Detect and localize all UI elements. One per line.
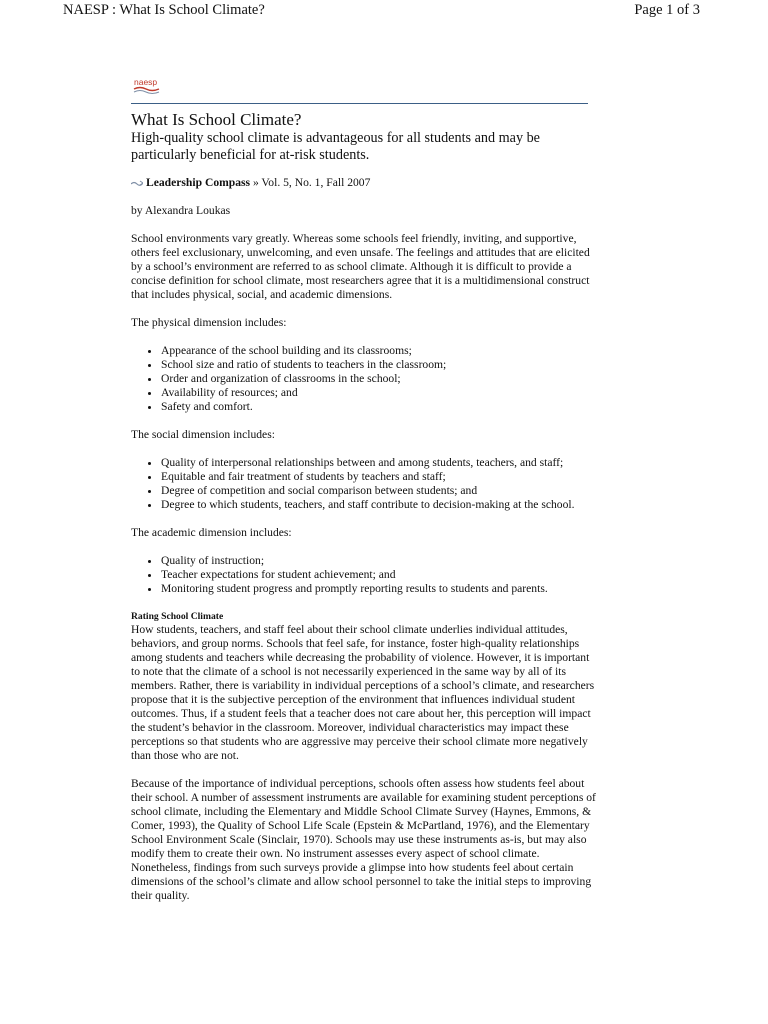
social-intro: The social dimension includes:	[131, 428, 275, 441]
list-item: • Appearance of the school building and its classrooms;	[161, 344, 601, 358]
arrow-bullet-icon	[131, 179, 143, 187]
list-item: • Teacher expectations for student achievement; and	[161, 568, 601, 582]
article-subtitle: High-quality school climate is advantageous for all students and may be particularly beneficial for at-risk students.	[131, 130, 540, 163]
article-title: What Is School Climate?	[131, 110, 302, 129]
article	[131, 110, 601, 917]
list-item: • Monitoring student progress and promptly reporting results to students and parents.	[161, 582, 601, 596]
list-item: • Safety and comfort.	[161, 400, 601, 414]
list-item: • Availability of resources; and	[161, 386, 601, 400]
list-item: • Order and organization of classrooms in the school;	[161, 372, 601, 386]
header-title: NAESP : What Is School Climate?	[63, 2, 265, 18]
academic-list	[131, 554, 601, 596]
physical-list	[131, 344, 601, 414]
logo-text: naesp	[134, 77, 158, 87]
section-heading: Rating School Climate	[131, 611, 224, 622]
section-paragraph-1: How students, teachers, and staff feel about their school climate underlies individual attitudes, behaviors, and group norms. Schools that feel safe, for instance, foster high-quality relationships among students and teachers while decreasing the probability of violence. However, it is important to note that the climate of a school is not necessarily experienced in the same way by all of its members. Rather, there is variability in individual perceptions of a school’s climate, and researchers propose that it is the subjective perception of the environment that influences individual student outcomes. Thus, if a student feels that a teacher does not care about her, this perception will impact the student’s behavior in the classroom. Moreover, individual characteristics may impact these perceptions so that students who are aggressive may perceive their school climate more negatively than those who are not.	[131, 623, 595, 762]
intro-paragraph: School environments vary greatly. Whereas some schools feel friendly, inviting, and supportive, others feel exclusionary, unwelcoming, and even unsafe. The feelings and attitudes that are elicited by a school’s environment are referred to as school climate. Although it is difficult to provide a concise definition for school climate, most researchers agree that it is a multidimensional construct that includes physical, social, and academic dimensions.	[131, 232, 590, 301]
section-paragraph-2: Because of the importance of individual perceptions, schools often assess how students feel about their school. A number of assessment instruments are available for examining student perceptions of school climate, including the Elementary and Middle School Climate Survey (Haynes, Emmons, & Comer, 1993), the Quality of School Life Scale (Epstein & McPartland, 1976), and the Elementary School Environment Scale (Sinclair, 1970). Schools may use these instruments as-is, but may also modify them to create their own. No instrument assesses every aspect of school climate. Nonetheless, findings from such surveys provide a glimpse into how students feel about certain dimensions of the school’s climate and allow school personnel to take the initial steps to improving their quality.	[131, 777, 596, 902]
publication-line	[131, 176, 601, 190]
publication-link[interactable]: Leadership Compass	[146, 176, 251, 189]
list-item: • Degree to which students, teachers, and staff contribute to decision-making at the school.	[161, 498, 601, 512]
physical-intro: The physical dimension includes:	[131, 316, 287, 329]
naesp-logo-icon[interactable]	[133, 76, 161, 96]
list-item: • School size and ratio of students to teachers in the classroom;	[161, 358, 601, 372]
page-number: Page 1 of 3	[634, 2, 700, 18]
list-item: • Quality of instruction;	[161, 554, 601, 568]
header-divider	[131, 103, 588, 104]
byline: by Alexandra Loukas	[131, 204, 231, 217]
social-list	[131, 456, 601, 512]
publication-issue: » Vol. 5, No. 1, Fall 2007	[250, 176, 371, 189]
academic-intro: The academic dimension includes:	[131, 526, 292, 539]
list-item: • Equitable and fair treatment of students by teachers and staff;	[161, 470, 601, 484]
list-item: • Quality of interpersonal relationships between and among students, teachers, and staff;	[161, 456, 601, 470]
list-item: • Degree of competition and social comparison between students; and	[161, 484, 601, 498]
